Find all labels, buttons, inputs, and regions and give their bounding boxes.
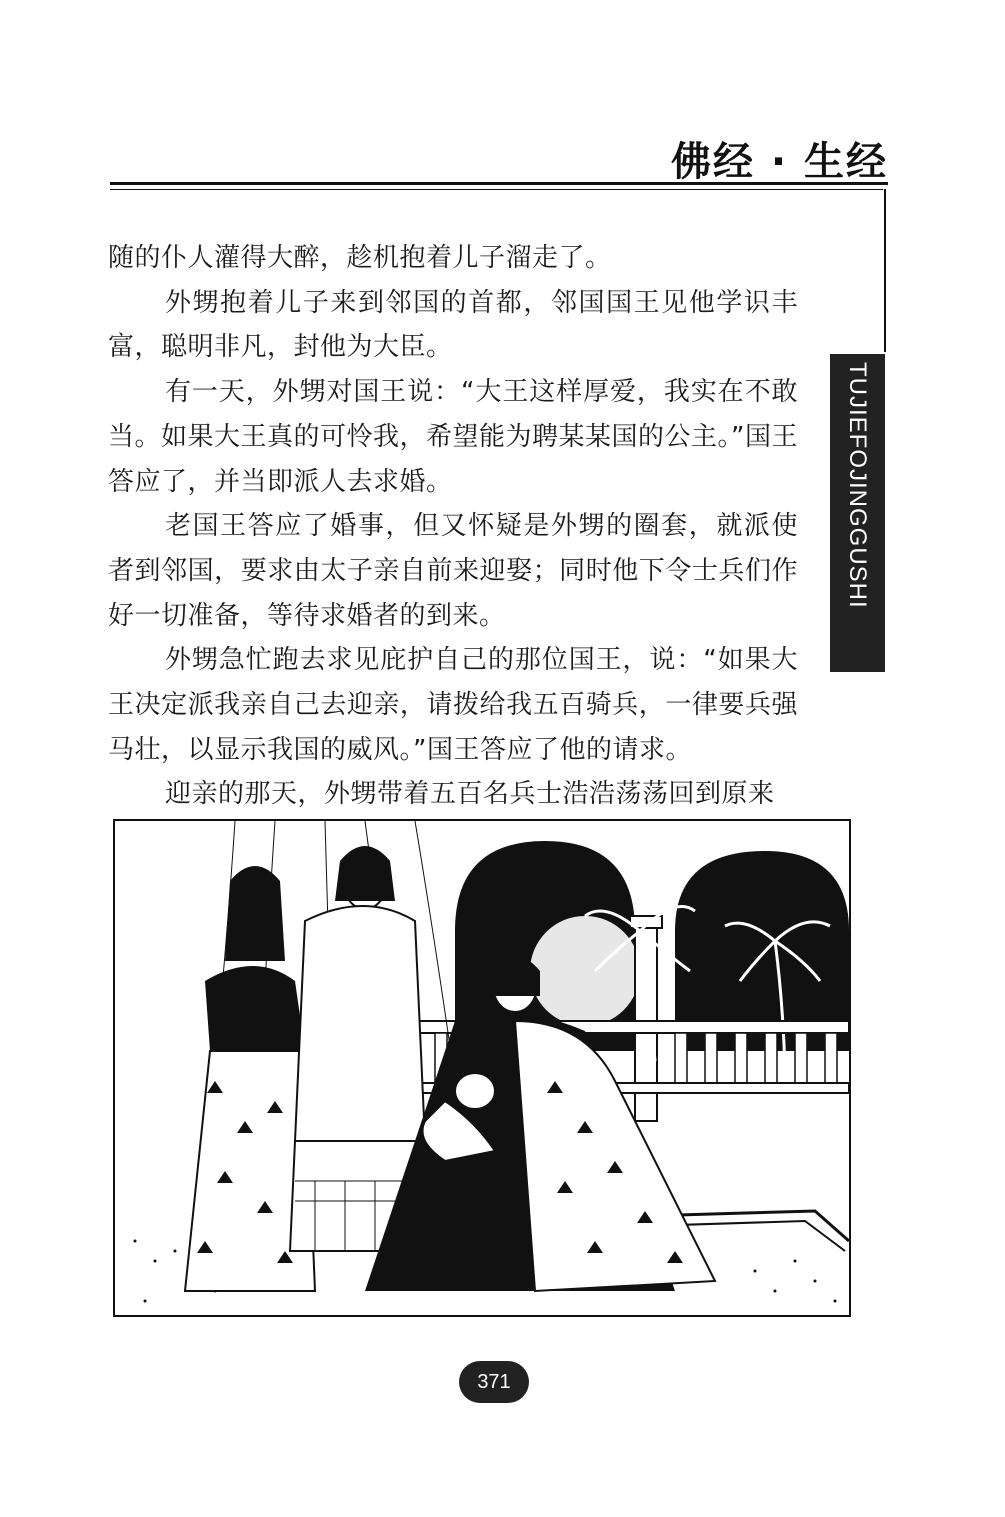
side-tab-label: TUJIEFOJINGGUSHI [844,362,871,609]
paragraph: 随的仆人灌得大醉，趁机抱着儿子溜走了。 [108,243,612,273]
paragraph: 外甥急忙跑去求见庇护自己的那位国王，说：“如果大王决定派我亲自己去迎亲，请拨给我五百骑兵，一律要兵强马壮，以显示我国的威风。”国王答应了他的请求。 [108,645,798,765]
paragraph: 外甥抱着儿子来到邻国的首都，邻国国王见他学识丰富，聪明非凡，封他为大臣。 [108,287,798,363]
page-number: 371 [459,1361,529,1403]
illustration [113,819,851,1317]
body-text [108,236,798,817]
paragraph: 有一天，外甥对国王说：“大王这样厚爱，我实在不敢当。如果大王真的可怜我，希望能为聘某某国的公主。”国王答应了，并当即派人去求婚。 [108,377,798,497]
woodcut-illustration-icon [115,821,849,1315]
section-title: 佛经 · 生经 [670,139,888,185]
header-rule-thick [110,182,888,185]
header-rule-vertical [884,189,886,352]
header-rule-thin [110,189,883,190]
paragraph: 老国王答应了婚事，但又怀疑是外甥的圈套，就派使者到邻国，要求由太子亲自前来迎娶；同时他下令士兵们作好一切准备，等待求婚者的到来。 [108,511,798,631]
paragraph: 迎亲的那天，外甥带着五百名兵士浩浩荡荡回到原来 [165,779,775,810]
